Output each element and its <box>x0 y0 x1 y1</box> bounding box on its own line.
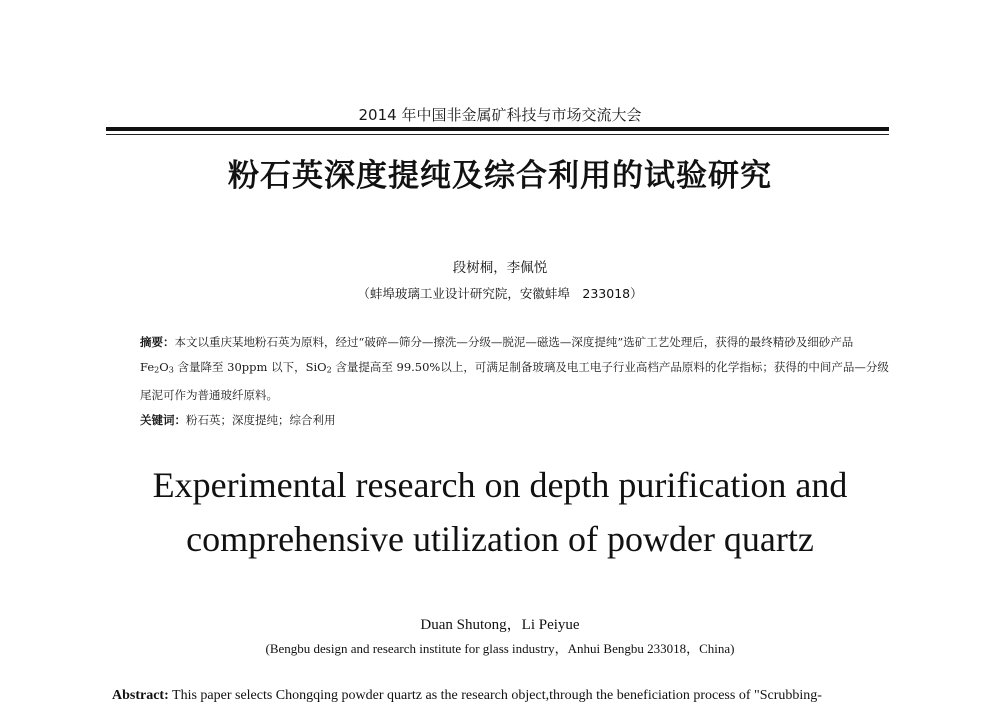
english-abstract-text: This paper selects Chongqing powder quartz as the research object,through the beneficiation process of "Scrubbing- <box>168 688 822 703</box>
chinese-title: 粉石英深度提纯及综合利用的试验研究 <box>228 158 772 194</box>
chinese-abstract-text: O <box>159 360 169 374</box>
chinese-abstract-label: 摘要： <box>140 335 175 349</box>
subscript: 2 <box>326 365 332 375</box>
chinese-abstract-text: 含量提高至 99.50%以上，可满足制备玻璃及电工电子行业高档产品原料的化学指标；获得的中间产品—分级尾泥可作为普通玻纤原料。 <box>140 360 889 402</box>
english-affiliation: (Bengbu design and research institute for glass industry，Anhui Bengbu 233018，China) <box>265 641 735 656</box>
english-authors: Duan Shutong，Li Peiyue <box>420 617 580 633</box>
header-rule-thin <box>106 134 889 135</box>
chinese-keywords-label: 关键词： <box>140 413 186 427</box>
header-rule-thick <box>106 127 889 131</box>
chinese-authors: 段树桐，李佩悦 <box>452 260 548 276</box>
chinese-abstract <box>140 330 890 408</box>
subscript: 2 <box>154 365 160 375</box>
english-abstract-label: Abstract: <box>112 688 169 703</box>
english-title-line-1: Experimental research on depth purification and <box>152 465 848 505</box>
english-abstract <box>112 688 902 704</box>
subscript: 3 <box>168 365 174 375</box>
chinese-keywords-text: 粉石英；深度提纯；综合利用 <box>186 413 336 427</box>
chinese-affiliation: （蚌埠玻璃工业设计研究院，安徽蚌埠 233018） <box>357 286 643 301</box>
chinese-abstract-text: 本文以重庆某地粉石英为原料，经过“破碎—筛分—擦洗—分级—脱泥—磁选—深度提纯”选矿工艺处理后，获得的最终精砂及细砂产品 Fe <box>140 335 854 374</box>
chinese-keywords <box>140 412 890 428</box>
english-title <box>60 458 940 566</box>
chinese-abstract-text: 含量降至 30ppm 以下，SiO <box>173 360 327 374</box>
english-title-line-2: comprehensive utilization of powder quartz <box>186 519 814 559</box>
conference-header: 2014 年中国非金属矿科技与市场交流大会 <box>358 106 642 124</box>
